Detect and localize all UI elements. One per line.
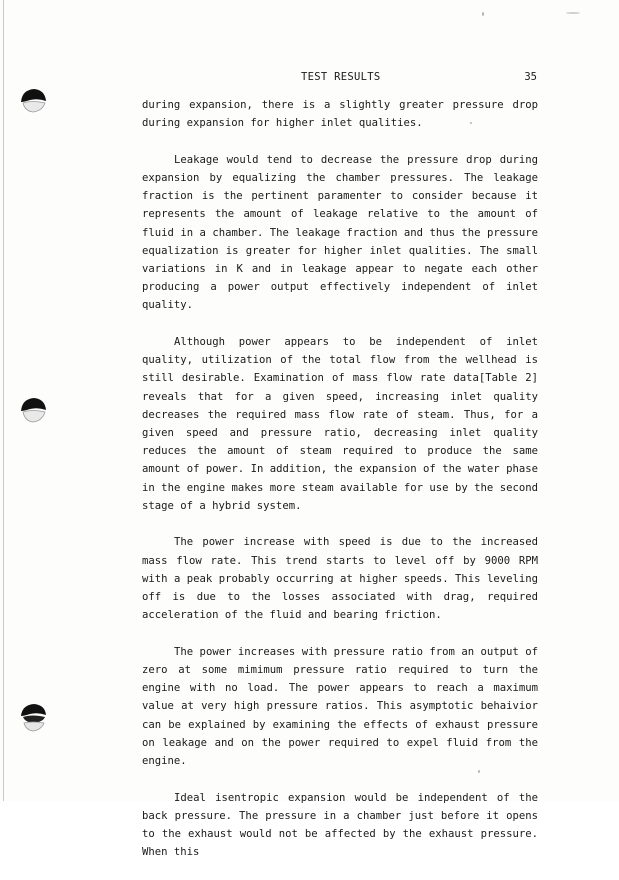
paragraph: Although power appears to be independent of inlet quality, utilization of the total flow from the wellhead is still desirable. Examination of mass flow rate data[Table 2] reveals that for a given speed, increasing inlet quality decreases the required mass flow rate of steam. Thus, for a given speed and pressure ratio, decreasing inlet quality reduces the amount of steam required to produce the same amount of power. In addition, the expansion of the water phase in the engine makes more steam available for use by the second stage of a hybrid system. <box>142 336 538 512</box>
page-edge <box>3 0 4 801</box>
page-number: 35 <box>524 71 537 83</box>
scan-speck <box>482 12 484 16</box>
paragraph: Leakage would tend to decrease the pressure drop during expansion by equalizing the chamber pressures. The leakage fraction is the pertinent paramenter to consider because it represents the amount of leakage relative to the amount of fluid in a chamber. The leakage fraction and thus the pressure equalization is greater for higher inlet qualities. The small variations in K and in leakage appear to negate each other producing a power output effectively independent of inlet quality. <box>142 153 538 312</box>
punch-hole-icon <box>18 700 48 734</box>
running-header-title: TEST RESULTS <box>301 71 381 83</box>
paragraph: during expansion, there is a slightly greater pressure drop during expansion for higher inlet qualities. <box>142 99 538 130</box>
body-text <box>142 96 538 880</box>
paragraph: Ideal isentropic expansion would be independent of the back pressure. The pressure in a chamber just before it opens to the exhaust would not be affected by the exhaust pressure. When this <box>142 791 538 859</box>
scan-speck <box>566 12 580 14</box>
running-header <box>142 71 537 87</box>
paragraph: The power increases with pressure ratio from an output of zero at some mimimum pressure ratio required to turn the engine with no load. The power appears to reach a maximum value at very high pressure ratios. This asymptotic behaivior can be explained by examining the effects of exhaust pressure on leakage and on the power required to expel fluid from the engine. <box>142 645 538 768</box>
paragraph: The power increase with speed is due to the increased mass flow rate. This trend starts to level off by 9000 RPM with a peak probably occurring at higher speeds. This leveling off is due to the losses associated with drag, required acceleration of the fluid and bearing friction. <box>142 536 538 622</box>
punch-hole-icon <box>18 393 48 427</box>
punch-hole-icon <box>18 84 48 118</box>
